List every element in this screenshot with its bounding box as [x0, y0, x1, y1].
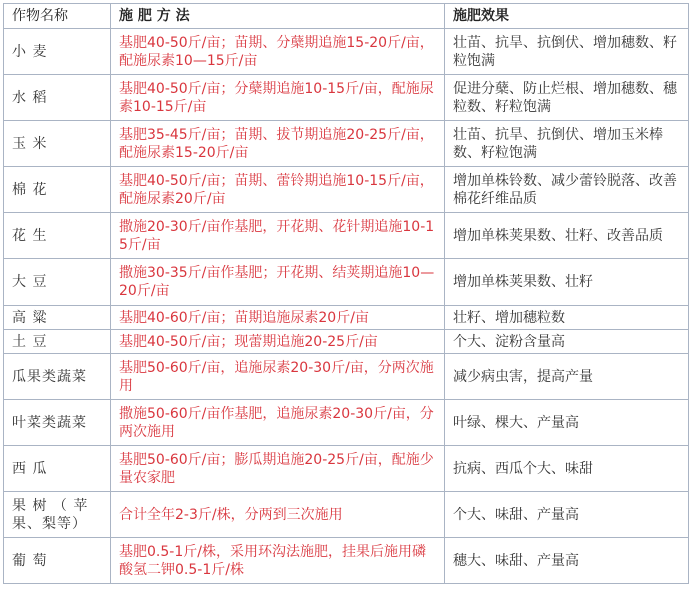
- crop-name-cell: 叶菜类蔬菜: [4, 400, 111, 446]
- effect-cell: 促进分蘖、防止烂根、增加穗数、穗粒数、籽粒饱满: [445, 75, 689, 121]
- effect-cell: 壮籽、增加穗粒数: [445, 306, 689, 330]
- method-cell: 基肥0.5-1斤/株，采用环沟法施肥，挂果后施用磷酸氢二钾0.5-1斤/株: [111, 538, 445, 584]
- method-cell: 基肥40-50斤/亩；现蕾期追施20-25斤/亩: [111, 330, 445, 354]
- header-fertilizing-method: 施 肥 方 法: [111, 4, 445, 29]
- table-row: [4, 538, 689, 584]
- header-crop-name: 作物名称: [4, 4, 111, 29]
- effect-cell: 增加单株铃数、减少蕾铃脱落、改善棉花纤维品质: [445, 167, 689, 213]
- table-row: [4, 213, 689, 259]
- table-body: [4, 29, 689, 584]
- effect-cell: 抗病、西瓜个大、味甜: [445, 446, 689, 492]
- table-row: [4, 259, 689, 306]
- fertilizer-table: [3, 3, 689, 584]
- table-row: [4, 121, 689, 167]
- crop-name-cell: 大 豆: [4, 259, 111, 306]
- crop-name-cell: 小 麦: [4, 29, 111, 75]
- effect-cell: 增加单株荚果数、壮籽、改善品质: [445, 213, 689, 259]
- header-fertilizing-effect: 施肥效果: [445, 4, 689, 29]
- crop-name-cell: 棉 花: [4, 167, 111, 213]
- method-cell: 基肥40-50斤/亩；苗期、蕾铃期追施10-15斤/亩，配施尿素20斤/亩: [111, 167, 445, 213]
- method-cell: 基肥40-50斤/亩；分蘖期追施10-15斤/亩，配施尿素10-15斤/亩: [111, 75, 445, 121]
- table-row: [4, 446, 689, 492]
- crop-name-cell: 水 稻: [4, 75, 111, 121]
- effect-cell: 壮苗、抗旱、抗倒伏、增加玉米棒数、籽粒饱满: [445, 121, 689, 167]
- table-row: [4, 492, 689, 538]
- table-row: [4, 75, 689, 121]
- effect-cell: 壮苗、抗旱、抗倒伏、增加穗数、籽粒饱满: [445, 29, 689, 75]
- method-cell: 基肥50-60斤/亩；膨瓜期追施20-25斤/亩，配施少量农家肥: [111, 446, 445, 492]
- effect-cell: 个大、味甜、产量高: [445, 492, 689, 538]
- method-cell: 撒施30-35斤/亩作基肥；开花期、结荚期追施10—20斤/亩: [111, 259, 445, 306]
- crop-name-cell: 瓜果类蔬菜: [4, 354, 111, 400]
- effect-cell: 叶绿、棵大、产量高: [445, 400, 689, 446]
- method-cell: 撒施20-30斤/亩作基肥，开花期、花针期追施10-15斤/亩: [111, 213, 445, 259]
- header-row: [4, 4, 689, 29]
- table-row: [4, 306, 689, 330]
- table-row: [4, 29, 689, 75]
- method-cell: 基肥40-60斤/亩；苗期追施尿素20斤/亩: [111, 306, 445, 330]
- table-row: [4, 167, 689, 213]
- effect-cell: 穗大、味甜、产量高: [445, 538, 689, 584]
- crop-name-cell: 花 生: [4, 213, 111, 259]
- method-cell: 基肥50-60斤/亩，追施尿素20-30斤/亩，分两次施用: [111, 354, 445, 400]
- method-cell: 基肥40-50斤/亩；苗期、分蘖期追施15-20斤/亩，配施尿素10—15斤/亩: [111, 29, 445, 75]
- crop-name-cell: 果 树 （ 苹果、梨等）: [4, 492, 111, 538]
- crop-name-cell: 西 瓜: [4, 446, 111, 492]
- table-row: [4, 330, 689, 354]
- table-row: [4, 354, 689, 400]
- table-row: [4, 400, 689, 446]
- crop-name-cell: 土 豆: [4, 330, 111, 354]
- effect-cell: 减少病虫害，提高产量: [445, 354, 689, 400]
- effect-cell: 个大、淀粉含量高: [445, 330, 689, 354]
- crop-name-cell: 高 粱: [4, 306, 111, 330]
- crop-name-cell: 葡 萄: [4, 538, 111, 584]
- method-cell: 合计全年2-3斤/株，分两到三次施用: [111, 492, 445, 538]
- effect-cell: 增加单株荚果数、壮籽: [445, 259, 689, 306]
- method-cell: 基肥35-45斤/亩；苗期、拔节期追施20-25斤/亩，配施尿素15-20斤/亩: [111, 121, 445, 167]
- method-cell: 撒施50-60斤/亩作基肥，追施尿素20-30斤/亩，分两次施用: [111, 400, 445, 446]
- crop-name-cell: 玉 米: [4, 121, 111, 167]
